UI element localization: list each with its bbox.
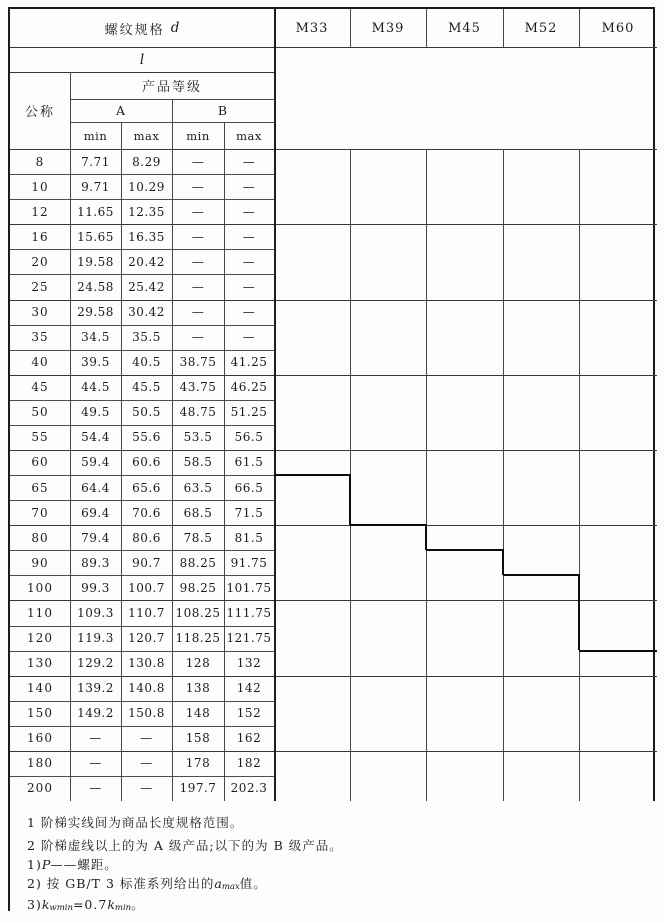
grid-vline [426, 9, 427, 47]
grade-b-max-cell: 142 [236, 681, 262, 696]
step-line-M39 [350, 524, 426, 526]
nominal-length-cell: 90 [31, 555, 49, 570]
grade-b-min-cell: 138 [185, 681, 211, 696]
note-text-segment: a [214, 875, 222, 891]
grade-b-min-cell: 48.75 [179, 405, 217, 420]
grade-b-max-cell: — [242, 279, 256, 294]
grade-a-max-cell: 10.29 [128, 179, 165, 194]
grade-a-min-cell: 139.2 [77, 681, 114, 696]
length-symbol: l [139, 51, 145, 68]
grade-b-min-cell: 53.5 [183, 430, 213, 445]
grid-vline [426, 149, 427, 801]
header-thread-spec [10, 9, 274, 47]
nominal-length-cell: 60 [31, 455, 49, 470]
nominal-length-cell: 30 [31, 305, 49, 320]
nominal-length-cell: 12 [31, 204, 49, 219]
grade-a-max-cell: 16.35 [128, 229, 165, 244]
grade-b-max-cell: 46.25 [230, 380, 268, 395]
size-column-header: M33 [295, 20, 329, 36]
min-header: min [83, 128, 108, 143]
grade-a-min-cell: 69.4 [81, 505, 110, 520]
grid-vline [503, 9, 504, 47]
note-text-segment: =0.7 [72, 896, 108, 912]
header-grade-a: A [115, 103, 127, 118]
grade-a-max-cell: 65.6 [132, 480, 161, 495]
grade-a-min-cell: 7.71 [81, 154, 110, 169]
note-text-segment: 1) [27, 856, 42, 872]
grade-a-max-cell: 70.6 [132, 505, 161, 520]
grade-b-min-cell: 98.25 [179, 580, 217, 595]
note-text-segment: k [41, 896, 50, 912]
grade-a-max-cell: 50.5 [132, 405, 161, 420]
grade-b-min-cell: 197.7 [179, 781, 217, 796]
nominal-length-cell: 45 [31, 380, 49, 395]
grade-b-max-cell: — [242, 204, 256, 219]
grade-b-min-cell: 178 [185, 756, 211, 771]
grade-a-min-cell: 129.2 [77, 656, 114, 671]
size-column-header: M45 [448, 20, 481, 36]
grade-a-max-cell: 130.8 [128, 656, 165, 671]
grade-a-min-cell: 54.4 [81, 430, 110, 445]
grade-a-min-cell: — [89, 756, 102, 771]
nominal-length-cell: 10 [31, 179, 49, 194]
nominal-length-cell: 25 [31, 279, 49, 294]
grade-a-max-cell: 12.35 [128, 204, 165, 219]
grade-a-max-cell: 120.7 [128, 631, 165, 646]
note-text-segment: 。 [131, 897, 145, 912]
grade-a-max-cell: 100.7 [128, 580, 165, 595]
nominal-length-cell: 110 [27, 605, 53, 620]
note-text-segment: 2 阶梯虚线以上的为 A 级产品;以下的为 B 级产品。 [27, 838, 343, 853]
nominal-length-cell: 140 [27, 681, 53, 696]
step-line-M52 [503, 574, 579, 576]
grade-a-max-cell: 30.42 [128, 305, 165, 320]
grade-b-min-cell: — [191, 229, 205, 244]
grade-b-max-cell: 81.5 [234, 530, 264, 545]
grade-a-min-cell: 19.58 [77, 254, 114, 269]
nominal-length-cell: 120 [27, 631, 53, 646]
grade-a-min-cell: 59.4 [81, 455, 110, 470]
grade-a-min-cell: 34.5 [81, 330, 110, 345]
grade-a-max-cell: — [140, 731, 153, 746]
grade-b-min-cell: 58.5 [183, 455, 213, 470]
nominal-length-cell: 20 [31, 254, 49, 269]
grade-a-max-cell: 20.42 [128, 254, 165, 269]
grade-b-min-cell: 78.5 [183, 530, 213, 545]
grade-b-max-cell: 51.25 [230, 405, 268, 420]
note-text-segment: 3) [27, 896, 42, 912]
grade-b-max-cell: 111.75 [226, 605, 272, 620]
grade-b-max-cell: 121.75 [226, 631, 272, 646]
grid-vline [503, 149, 504, 801]
grade-a-min-cell: 9.71 [81, 179, 110, 194]
grade-a-max-cell: 140.8 [128, 681, 165, 696]
grade-a-max-cell: 45.5 [132, 380, 161, 395]
note-line [27, 873, 267, 893]
note-text-segment: P [41, 856, 51, 872]
grade-b-max-cell: 132 [236, 656, 262, 671]
grade-b-max-cell: — [242, 179, 256, 194]
note-line [27, 894, 145, 914]
table-frame [8, 7, 655, 911]
grade-b-min-cell: 128 [185, 656, 211, 671]
size-column-header: M60 [601, 20, 635, 36]
grade-b-min-cell: — [191, 330, 205, 345]
grade-a-max-cell: 60.6 [132, 455, 161, 470]
note-line [27, 835, 343, 855]
grade-b-max-cell: 71.5 [234, 505, 264, 520]
grade-b-min-cell: — [191, 279, 205, 294]
step-connector [425, 524, 427, 550]
grade-a-min-cell: 99.3 [81, 580, 110, 595]
step-line-M45 [426, 549, 503, 551]
grade-b-max-cell: — [242, 330, 256, 345]
grade-b-min-cell: 148 [185, 706, 211, 721]
grade-b-min-cell: — [191, 154, 205, 169]
grade-a-min-cell: — [89, 781, 102, 796]
grade-b-max-cell: — [242, 254, 256, 269]
grade-b-max-cell: 61.5 [234, 455, 264, 470]
size-column-header: M52 [524, 20, 558, 36]
grade-b-min-cell: 68.5 [183, 505, 213, 520]
nominal-length-cell: 35 [31, 330, 49, 345]
grade-b-min-cell: 108.25 [175, 605, 221, 620]
step-connector [578, 574, 580, 650]
max-header: max [236, 128, 262, 143]
nominal-length-cell: 16 [31, 229, 49, 244]
grade-b-max-cell: 101.75 [226, 580, 272, 595]
note-text-segment: 2) 按 GB/T 3 标准系列给出的 [27, 876, 215, 891]
notes-block [10, 801, 657, 911]
grid-vline [579, 149, 580, 801]
note-line [27, 854, 118, 874]
max-header: max [133, 128, 160, 143]
grade-a-max-cell: — [140, 781, 153, 796]
grade-b-max-cell: 91.75 [230, 555, 268, 570]
note-text-segment: 1 阶梯实线间为商品长度规格范围。 [27, 815, 244, 830]
nominal-length-cell: 80 [31, 530, 49, 545]
grade-a-min-cell: 119.3 [77, 631, 114, 646]
nominal-length-cell: 50 [31, 405, 49, 420]
grade-b-max-cell: 56.5 [234, 430, 264, 445]
grade-a-max-cell: 90.7 [132, 555, 161, 570]
grid-hline [10, 47, 657, 48]
header-nominal: 公称 [24, 105, 55, 120]
grade-b-min-cell: 158 [185, 731, 211, 746]
grade-a-max-cell: 80.6 [132, 530, 161, 545]
header-grade-b: B [217, 103, 229, 118]
note-text-segment: 值。 [239, 876, 267, 891]
grade-a-min-cell: 49.5 [81, 405, 110, 420]
nominal-length-cell: 65 [31, 480, 49, 495]
grade-a-min-cell: 109.3 [77, 605, 114, 620]
nominal-length-cell: 70 [31, 505, 49, 520]
grid-vline [274, 9, 276, 801]
grade-b-min-cell: 63.5 [183, 480, 213, 495]
grade-a-min-cell: 44.5 [81, 380, 110, 395]
grade-a-max-cell: 40.5 [132, 355, 161, 370]
grade-a-max-cell: 55.6 [132, 430, 161, 445]
nominal-length-cell: 130 [27, 656, 53, 671]
grade-a-min-cell: 11.65 [77, 204, 114, 219]
size-column-header: M39 [371, 20, 405, 36]
grade-b-max-cell: 66.5 [234, 480, 264, 495]
note-text-segment: ——螺距。 [50, 857, 118, 872]
step-connector [349, 474, 351, 525]
grade-b-min-cell: — [191, 305, 205, 320]
grade-a-max-cell: 110.7 [128, 605, 165, 620]
grade-b-min-cell: — [191, 179, 205, 194]
grade-a-min-cell: 149.2 [77, 706, 114, 721]
grid-vline [350, 9, 351, 47]
nominal-length-cell: 8 [35, 154, 45, 169]
grade-a-max-cell: 8.29 [132, 154, 161, 169]
note-text-segment: min [114, 903, 132, 913]
grade-a-max-cell: 35.5 [132, 330, 161, 345]
grid-vline [579, 9, 580, 47]
nominal-length-cell: 180 [27, 756, 53, 771]
grid-hline [10, 72, 274, 73]
nominal-length-cell: 100 [27, 580, 53, 595]
grade-a-max-cell: — [140, 756, 153, 771]
header-length [10, 47, 274, 72]
grade-a-min-cell: 64.4 [81, 480, 110, 495]
note-line [27, 812, 243, 832]
grade-b-min-cell: — [191, 204, 205, 219]
min-header: min [186, 128, 210, 143]
grade-b-max-cell: 41.25 [230, 355, 268, 370]
grade-a-min-cell: 15.65 [77, 229, 114, 244]
nominal-length-cell: 55 [31, 430, 49, 445]
grade-a-min-cell: 24.58 [77, 279, 114, 294]
step-line-M60 [579, 650, 657, 652]
grade-a-min-cell: 29.58 [77, 305, 114, 320]
grade-b-max-cell: 182 [236, 756, 262, 771]
grade-a-min-cell: — [89, 731, 102, 746]
grade-a-min-cell: 39.5 [81, 355, 110, 370]
grade-b-max-cell: 162 [236, 731, 262, 746]
grade-a-min-cell: 89.3 [81, 555, 110, 570]
note-text-segment: wmin [49, 903, 73, 913]
nominal-length-cell: 160 [27, 731, 53, 746]
header-product-grade: 产品等级 [141, 80, 202, 95]
thread-spec-label: 螺纹规格 [104, 22, 165, 38]
grade-b-min-cell: — [191, 254, 205, 269]
grade-a-max-cell: 150.8 [128, 706, 165, 721]
grade-b-max-cell: 202.3 [230, 781, 268, 796]
note-text-segment: k [107, 896, 115, 912]
grade-b-max-cell: — [242, 229, 256, 244]
nominal-length-cell: 200 [27, 781, 53, 796]
grade-b-min-cell: 38.75 [179, 355, 217, 370]
grade-b-max-cell: 152 [236, 706, 262, 721]
note-text-segment: max [221, 882, 240, 892]
step-connector [502, 549, 504, 575]
thread-spec-symbol: d [170, 20, 180, 36]
grade-b-min-cell: 43.75 [179, 380, 217, 395]
nominal-length-cell: 150 [27, 706, 53, 721]
step-line-M33 [274, 474, 350, 476]
grade-b-min-cell: 88.25 [179, 555, 217, 570]
grade-b-max-cell: — [242, 305, 256, 320]
grade-b-max-cell: — [242, 154, 256, 169]
grade-a-min-cell: 79.4 [81, 530, 110, 545]
grade-a-max-cell: 25.42 [128, 279, 165, 294]
grade-b-min-cell: 118.25 [175, 631, 221, 646]
nominal-length-cell: 40 [31, 355, 49, 370]
